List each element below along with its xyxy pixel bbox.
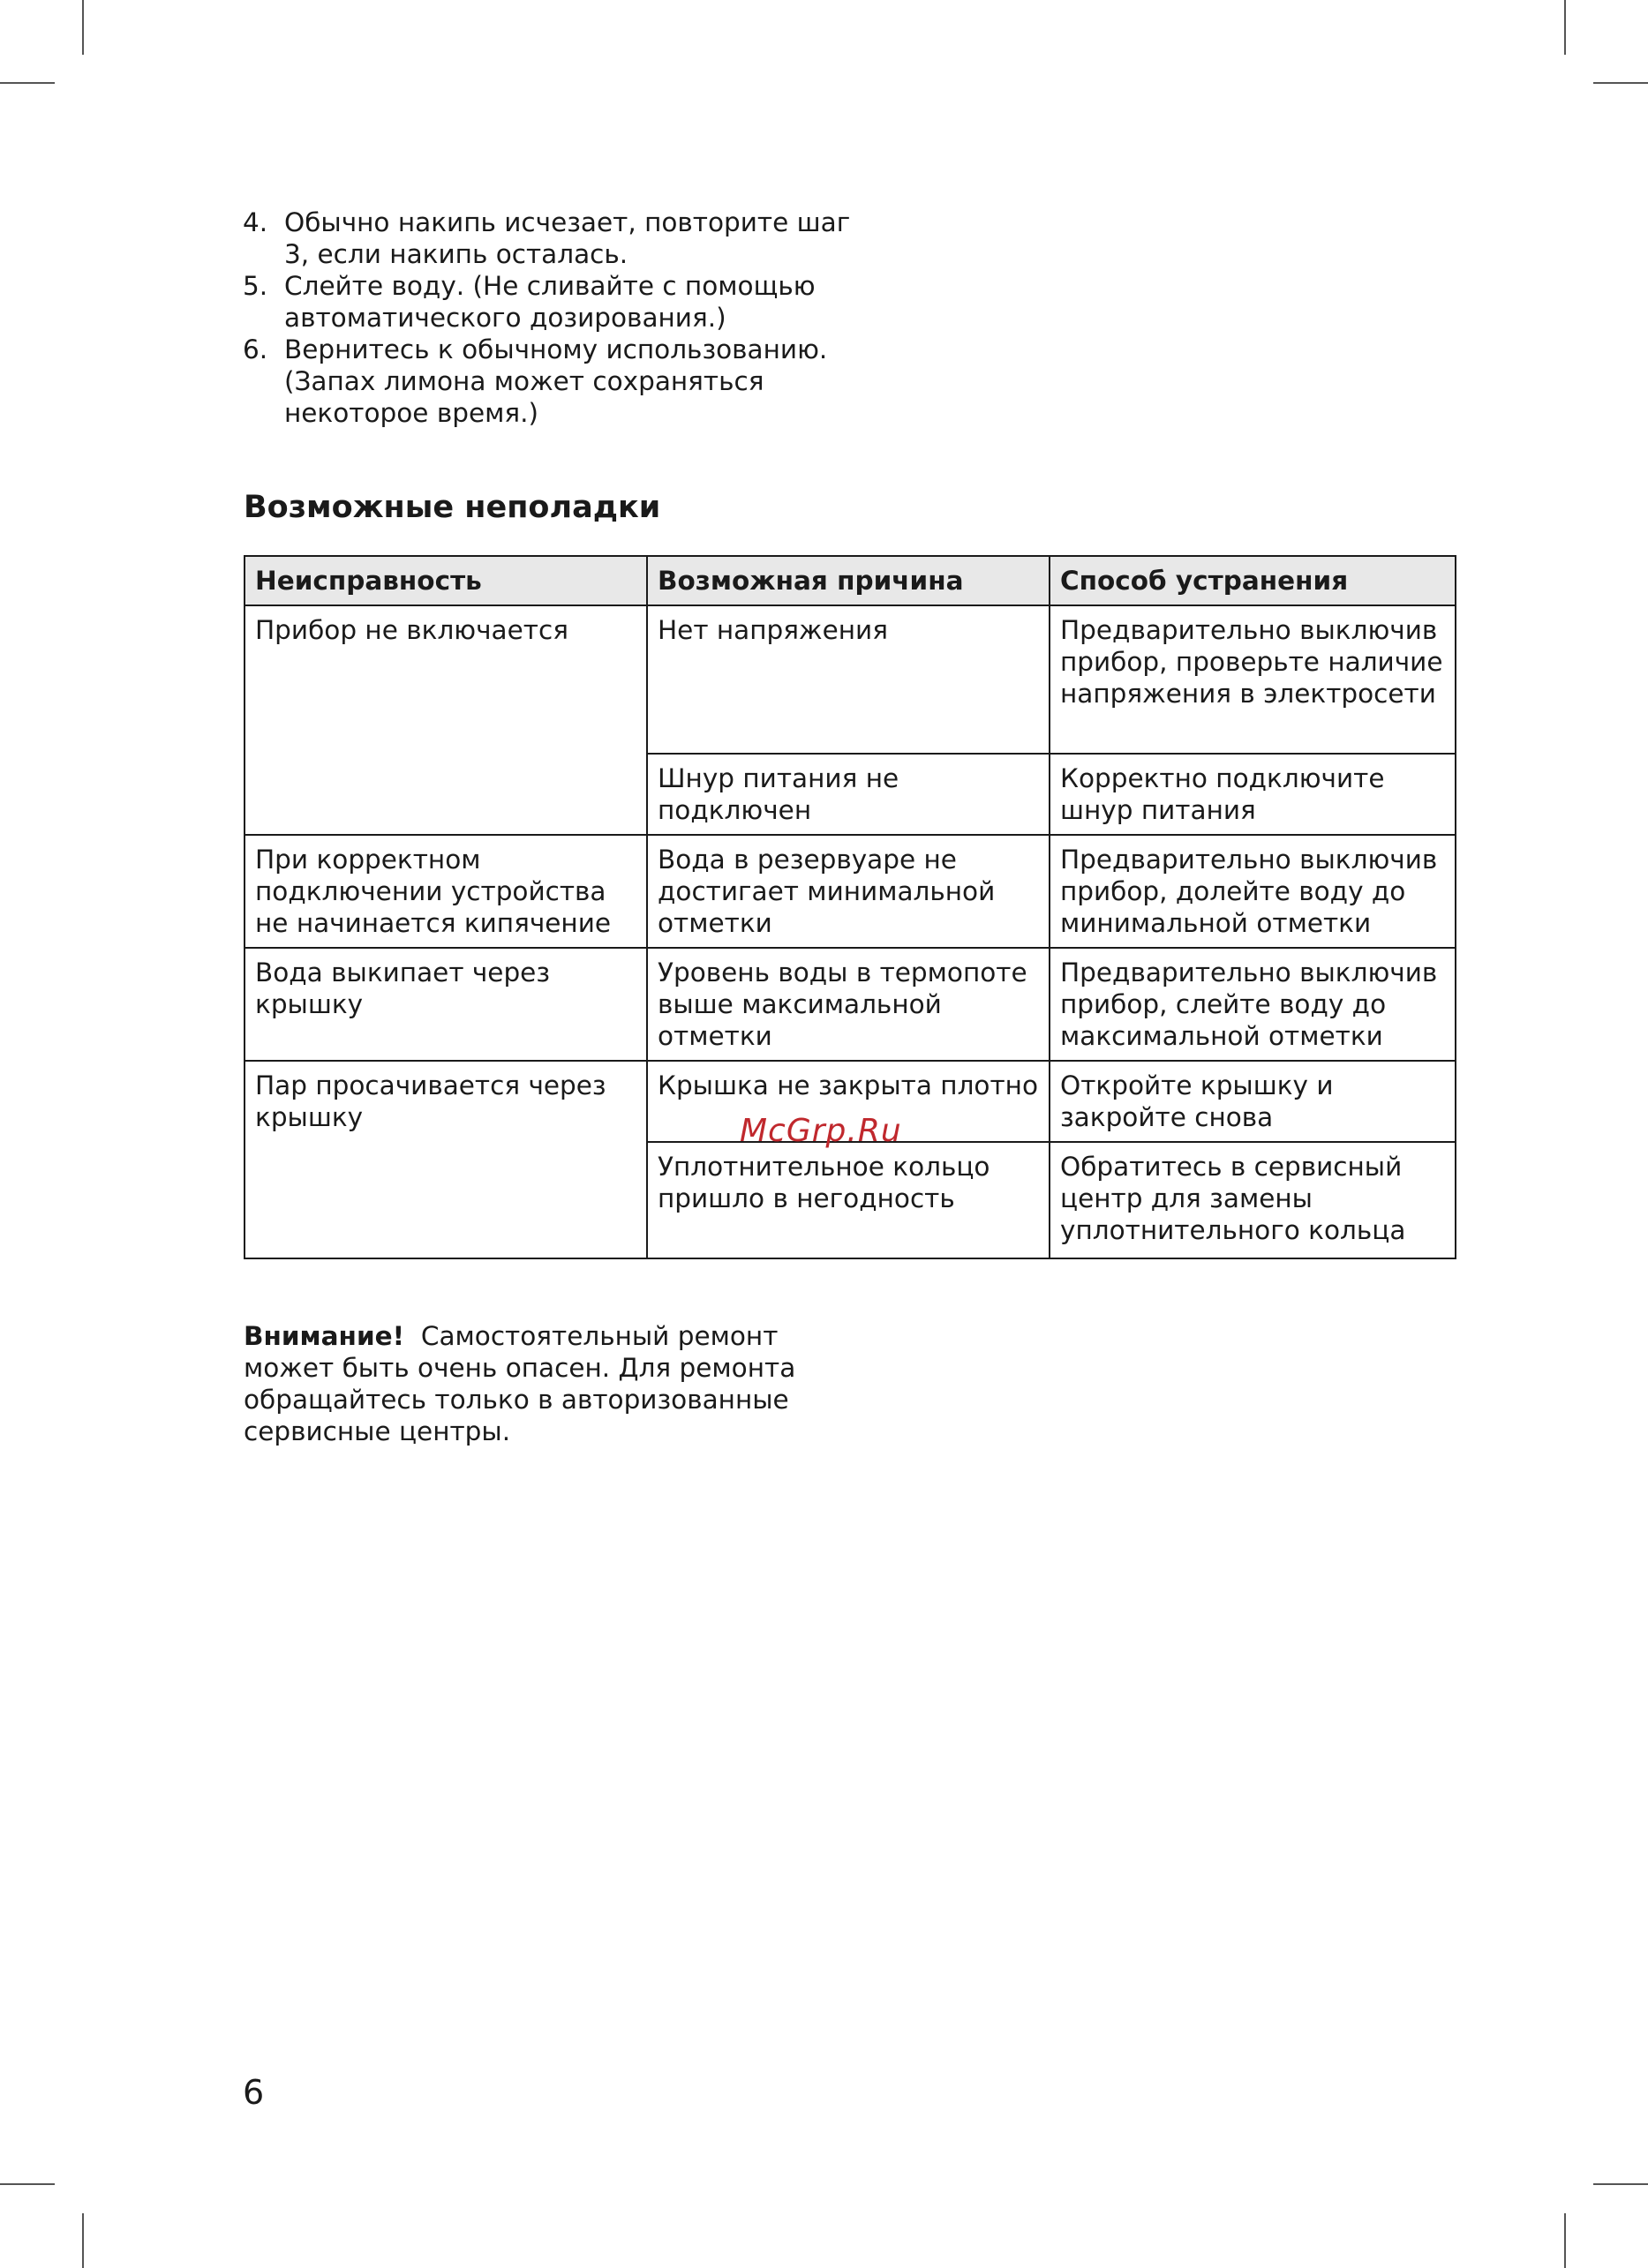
column-header-problem: Неисправность [245,556,647,605]
warning-note [244,1320,862,1447]
watermark: McGrp.Ru [740,1113,902,1149]
step-number: 6. [243,334,268,364]
problem-cell: Пар просачивается через крышку [245,1061,647,1258]
cause-cell: Уплотнительное кольцо пришло в негодность [647,1142,1050,1258]
column-header-cause: Возможная причина [647,556,1050,605]
cause-cell: Шнур питания не подключен [647,754,1050,835]
page-number: 6 [243,2073,265,2112]
crop-mark [1593,82,1648,84]
step-text: Обычно накипь исчезает, повторите шаг 3, если накипь осталась. [284,207,851,269]
column-header-fix: Способ устранения [1050,556,1456,605]
cause-cell: Уровень воды в термопоте выше максимальной отметки [647,948,1050,1061]
crop-mark [1564,0,1566,55]
table-row [245,835,1456,948]
cause-cell: Вода в резервуаре не достигает минимальной отметки [647,835,1050,948]
fix-cell: Корректно подключите шнур питания [1050,754,1456,835]
table-row [245,605,1456,754]
instruction-steps [243,207,861,429]
crop-mark [0,2183,55,2185]
step-text: Слейте воду. (Не сливайте с помощью автоматического дозирования.) [284,271,816,333]
fix-cell: Обратитесь в сервисный центр для замены уплотнительного кольца [1050,1142,1456,1258]
troubleshooting-table [244,555,1456,1259]
cause-cell: Нет напряжения [647,605,1050,754]
fix-cell: Предварительно выключив прибор, слейте воду до максимальной отметки [1050,948,1456,1061]
step-number: 5. [243,271,268,301]
problem-cell: Прибор не включается [245,605,647,835]
fix-cell: Предварительно выключив прибор, проверьте наличие напряжения в электросети [1050,605,1456,754]
crop-mark [82,0,84,55]
list-item [243,207,861,270]
crop-mark [82,2213,84,2268]
section-title: Возможные неполадки [244,490,661,525]
step-number: 4. [243,207,268,237]
table-row [245,948,1456,1061]
problem-cell: Вода выкипает через крышку [245,948,647,1061]
fix-cell: Откройте крышку и закройте снова [1050,1061,1456,1142]
problem-cell: При корректном подключении устройства не начинается кипячение [245,835,647,948]
warning-label: Внимание! [244,1321,405,1351]
crop-mark [1593,2183,1648,2185]
list-item [243,270,861,334]
cause-cell: Крышка не закрыта плотно [647,1061,1050,1142]
list-item [243,334,861,429]
table-header-row [245,556,1456,605]
crop-mark [0,82,55,84]
fix-cell: Предварительно выключив прибор, долейте воду до минимальной отметки [1050,835,1456,948]
crop-mark [1564,2213,1566,2268]
warning-text: Самостоятельный ремонт может быть очень опасен. Для ремонта обращайтесь только в авторизованные сервисные центры. [244,1321,796,1446]
step-text: Вернитесь к обычному использованию. (Запах лимона может сохраняться некоторое время.) [284,334,828,428]
